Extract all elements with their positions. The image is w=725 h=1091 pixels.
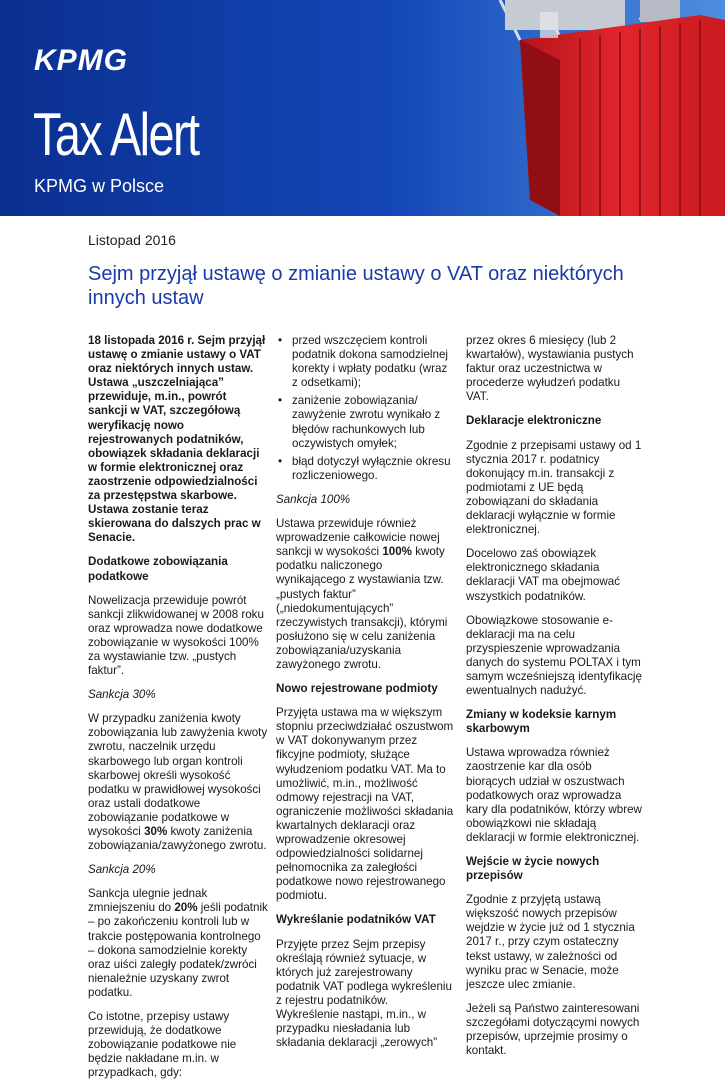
paragraph: przez okres 6 miesięcy (lub 2 kwartałów), wystawiania pustych faktur oraz uczestnictwa w procederze wyłudzeń podatku VAT. — [466, 334, 634, 404]
section-heading: Zmiany w kodeksie karnym skarbowym — [466, 708, 617, 736]
text: kwoty zaniżenia zobowiązania/zawyżonego zwrotu. — [88, 825, 267, 853]
paragraph: Ustawa wprowadza również zaostrzenie kar dla osób biorących udział w oszustwach podatkowych oraz wprowadza kary dla podatników, którzy wbrew obowiązkowi nie składają deklaracji w formie elektronicznej. — [466, 746, 642, 844]
column-2 — [276, 334, 454, 1060]
section-heading: Wykreślanie podatników VAT — [276, 913, 436, 927]
emphasis: 20% — [174, 901, 198, 915]
bullet-list — [276, 334, 454, 483]
text: kwoty podatku naliczonego wynikającego z wystawiania tzw. „pustych faktur” („niedokumentujących” rzeczywistych transakcji), którymi posłużono się w celu zaniżenia zobowiązania/uzyskania zawyżonego zwrotu. — [276, 545, 448, 671]
section-heading: Wejście w życie nowych przepisów — [466, 855, 600, 883]
publication-subtitle: KPMG w Polsce — [34, 176, 165, 196]
paragraph: Nowelizacja przewiduje powrót sankcji zlikwidowanej w 2008 roku oraz wprowadza nowe dodatkowe zobowiązanie w wysokości 100% za wystawianie tzw. „pustych faktur”. — [88, 593, 264, 678]
list-item: • błąd dotyczył wyłącznie okresu rozliczeniowego. — [276, 455, 454, 483]
text: W przypadku zaniżenia kwoty zobowiązania lub zawyżenia kwoty zwrotu, naczelnik urzędu skarbowego lub organ kontroli skarbowej określi wysokość podatku w prawidłowej wysokości oraz ustali dodatkowe zobowiązanie podatkowe w wysokości — [88, 712, 268, 838]
paragraph: Przyjęta ustawa ma w większym stopniu przeciwdziałać oszustwom w VAT dokonywanym przez fikcyjne podmioty, służące wyłudzeniom podatku VAT. Ma to umożliwić, m.in., możliwość odmowy rejestracji na VAT, ograniczenie możliwości składania kwartalnych deklaracji oraz wprowadzenie okresowej odpowiedzialności solidarnej pełnomocnika za zaległości podatkowe nowo rejestrowanego podmiotu. — [276, 706, 454, 903]
issue-date: Listopad 2016 — [88, 232, 176, 248]
subheading: Sankcja 100% — [276, 492, 351, 506]
emphasis: 30% — [144, 825, 168, 838]
paragraph — [276, 517, 454, 672]
paragraph: Jeżeli są Państwo zainteresowani szczegółami dotyczącymi nowych przepisów, uprzejmie prosimy o kontakt. — [466, 1001, 640, 1058]
text: jeśli podatnik – po zakończeniu kontroli lub w trakcie postępowania kontrolnego – dokona samodzielnie korekty oraz uiści zaległy podatek/zwróci nienależnie uzyskany zwrot podatku. — [88, 901, 268, 999]
paragraph: Co istotne, przepisy ustawy przewidują, że dodatkowe zobowiązanie podatkowe nie będzie nakładane m.in. w przypadkach, gdy: — [88, 1010, 237, 1080]
paragraph: Przyjęte przez Sejm przepisy określają również sytuacje, w których już zarejestrowany podatnik VAT podlega wykreśleniu z rejestru podatników. Wykreślenie nastąpi, m.in., w przypadku niesładania lub składania deklaracji „zerowych” — [276, 937, 452, 1050]
paragraph: Obowiązkowe stosowanie e-deklaracji ma na celu przyspieszenie wprowadzania danych do systemu POLTAX i tym samym wcześniejszą identyfikację ewentualnych nadużyć. — [466, 613, 642, 698]
paragraph: Zgodnie z przepisami ustawy od 1 stycznia 2017 r. podatnicy dokonujący m.in. transakcji z podmiotami z UE będą zobowiązani do składania deklaracji wyłącznie w formie elektronicznej. — [466, 438, 642, 537]
header-banner — [0, 0, 725, 216]
intro-paragraph: 18 listopada 2016 r. Sejm przyjął ustawę o zmianie ustawy o VAT oraz niektórych innych ustaw. Ustawa „uszczelniająca” przewiduje, m.in., powrót sankcji w VAT, szczegółową weryfikację nowo rejestrowanych podatników, obowiązek składania deklaracji w formie elektronicznej oraz zaostrzenie odpowiedzialności za przestępstwa skarbowe. Ustawa zostanie teraz skierowana do dalszych prac w Senacie. — [88, 334, 266, 545]
list-item: • przed wszczęciem kontroli podatnik dokona samodzielnej korekty i wpłaty podatku (wraz z odsetkami); — [276, 334, 454, 390]
text: Sankcja ulegnie jednak zmniejszeniu do — [88, 887, 208, 915]
paragraph — [88, 712, 268, 853]
subheading: Sankcja 30% — [88, 688, 156, 702]
text: Ustawa przewiduje również wprowadzenie całkowicie nowej sankcji w wysokości — [276, 517, 440, 559]
section-heading: Dodatkowe zobowiązania podatkowe — [88, 555, 228, 583]
subheading: Sankcja 20% — [88, 863, 156, 877]
list-item: • zaniżenie zobowiązania/ zawyżenie zwrotu wynikało z błędów rachunkowych lub oczywistych omyłek; — [276, 394, 454, 450]
paragraph: Docelowo zaś obowiązek elektronicznego składania deklaracji VAT ma obejmować wszystkich podatników. — [466, 547, 621, 603]
section-heading: Deklaracje elektroniczne — [466, 414, 602, 428]
kpmg-logo: KPMG — [34, 44, 128, 77]
paragraph: Zgodnie z przyjętą ustawą większość nowych przepisów wejdzie w życie już od 1 stycznia 2017 r., przy czym ostateczny tekst ustawy, w zależności od wyniku prac w Senacie, może jeszcze ulec zmianie. — [466, 893, 635, 991]
column-1 — [88, 334, 268, 1091]
article-headline: Sejm przyjął ustawę o zmianie ustawy o VAT oraz niektórych innych ustaw — [88, 263, 624, 309]
section-heading: Nowo rejestrowane podmioty — [276, 682, 438, 696]
paragraph — [88, 887, 268, 1000]
emphasis: 100% — [382, 545, 412, 559]
publication-title: Tax Alert — [33, 101, 199, 168]
column-3 — [466, 334, 642, 1068]
